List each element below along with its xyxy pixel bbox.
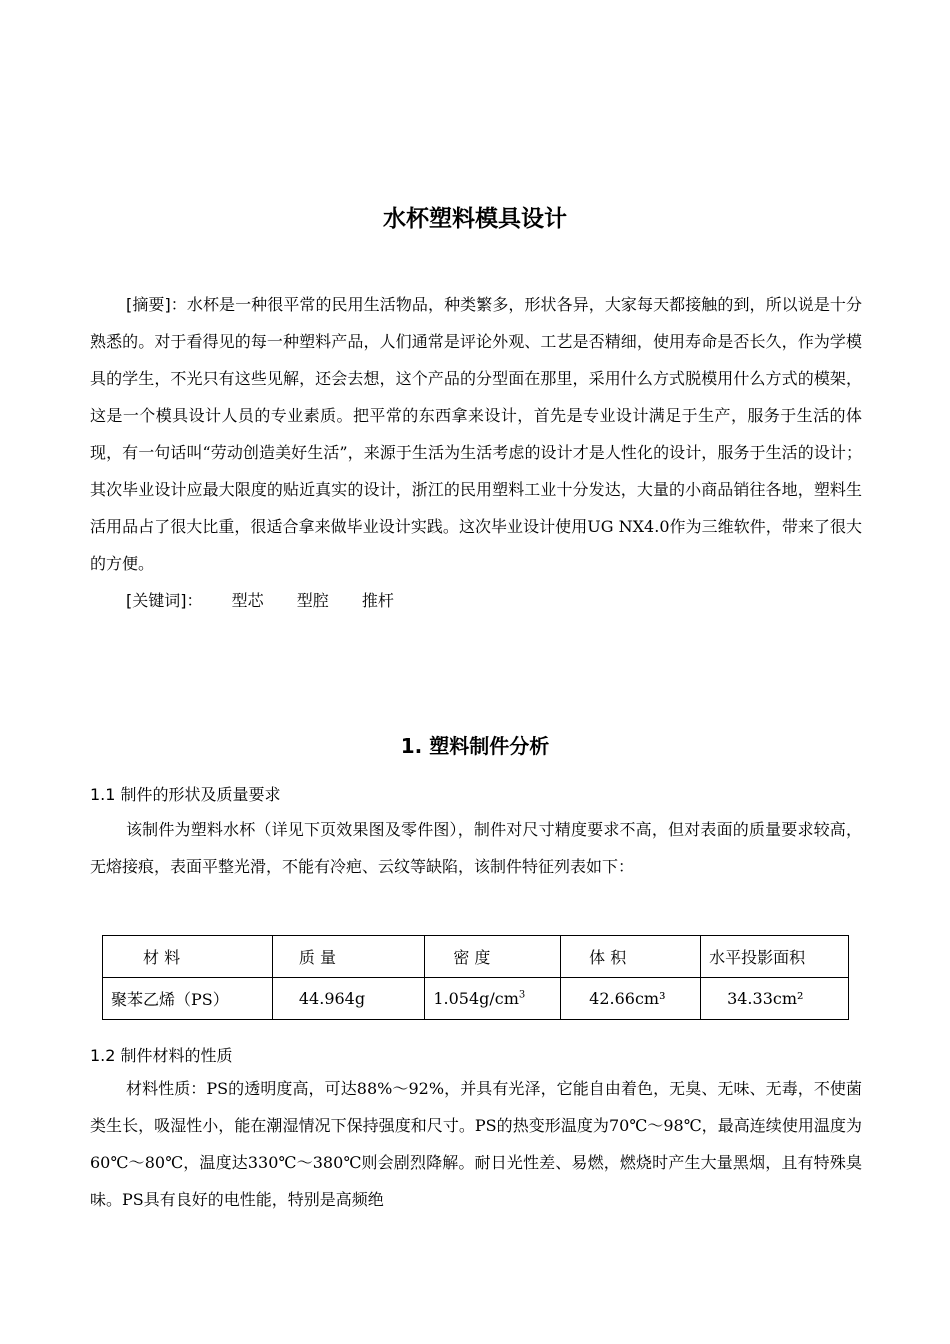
table-header-cell: 材 料 — [103, 936, 273, 978]
table-cell-area: 34.33cm² — [701, 978, 849, 1020]
keyword-item: 型芯 — [231, 591, 264, 610]
subsection-heading-shape: 1.1 制件的形状及质量要求 — [90, 785, 281, 804]
shape-requirements-paragraph: 该制件为塑料水杯（详见下页效果图及零件图），制件对尺寸精度要求不高，但对表面的质量要求较高，无熔接痕，表面平整光滑，不能有冷疤、云纹等缺陷，该制件特征列表如下： — [90, 820, 862, 876]
table-header-row — [103, 936, 849, 978]
table-cell-material: 聚苯乙烯（PS） — [103, 978, 273, 1020]
table-cell-density — [425, 978, 561, 1020]
abstract-label: [摘要]： — [126, 295, 187, 314]
table-header-cell: 密 度 — [425, 936, 561, 978]
table-header-cell: 水平投影面积 — [701, 936, 849, 978]
section-heading: 1. 塑料制件分析 — [400, 734, 550, 758]
table-cell-mass: 44.964g — [272, 978, 424, 1020]
density-superscript: 3 — [518, 989, 526, 1001]
subsection-heading-material: 1.2 制件材料的性质 — [90, 1046, 233, 1065]
part-properties-table — [102, 935, 849, 1020]
keyword-item: 推杆 — [361, 591, 394, 610]
material-properties-paragraph: 材料性质：PS的透明度高，可达88%～92%，并具有光泽，它能自由着色，无臭、无味、无毒，不使菌类生长，吸湿性小，能在潮湿情况下保持强度和尺寸。PS的热变形温度为70℃～98℃，最高连续使用温度为60℃～80℃，温度达330℃～380℃则会剧烈降解。耐日光性差、易燃，燃烧时产生大量黑烟，且有特殊臭味。PS具有良好的电性能，特别是高频绝 — [90, 1079, 862, 1209]
keyword-item: 型腔 — [296, 591, 329, 610]
table-header-cell: 质 量 — [272, 936, 424, 978]
document-title: 水杯塑料模具设计 — [383, 206, 567, 232]
density-value: 1.054g/cm — [433, 989, 519, 1008]
abstract-text: 水杯是一种很平常的民用生活物品，种类繁多，形状各异，大家每天都接触的到，所以说是十分熟悉的。对于看得见的每一种塑料产品，人们通常是评论外观、工艺是否精细，使用寿命是否长久，作为学模具的学生，不光只有这些见解，还会去想，这个产品的分型面在那里，采用什么方式脱模用什么方式的模架，这是一个模具设计人员的专业素质。把平常的东西拿来设计，首先是专业设计满足于生产，服务于生活的体现，有一句话叫“劳动创造美好生活”，来源于生活为生活考虑的设计才是人性化的设计，服务于生活的设计；其次毕业设计应最大限度的贴近真实的设计，浙江的民用塑料工业十分发达，大量的小商品销往各地，塑料生活用品占了很大比重，很适合拿来做毕业设计实践。这次毕业设计使用UG NX4.0作为三维软件，带来了很大的方便。 — [90, 295, 862, 573]
keywords-label: [关键词]： — [126, 591, 203, 610]
table-header-cell: 体 积 — [561, 936, 701, 978]
keywords-line — [126, 588, 422, 611]
table-cell-volume: 42.66cm³ — [561, 978, 701, 1020]
table-row — [103, 978, 849, 1020]
abstract-paragraph — [90, 286, 862, 582]
